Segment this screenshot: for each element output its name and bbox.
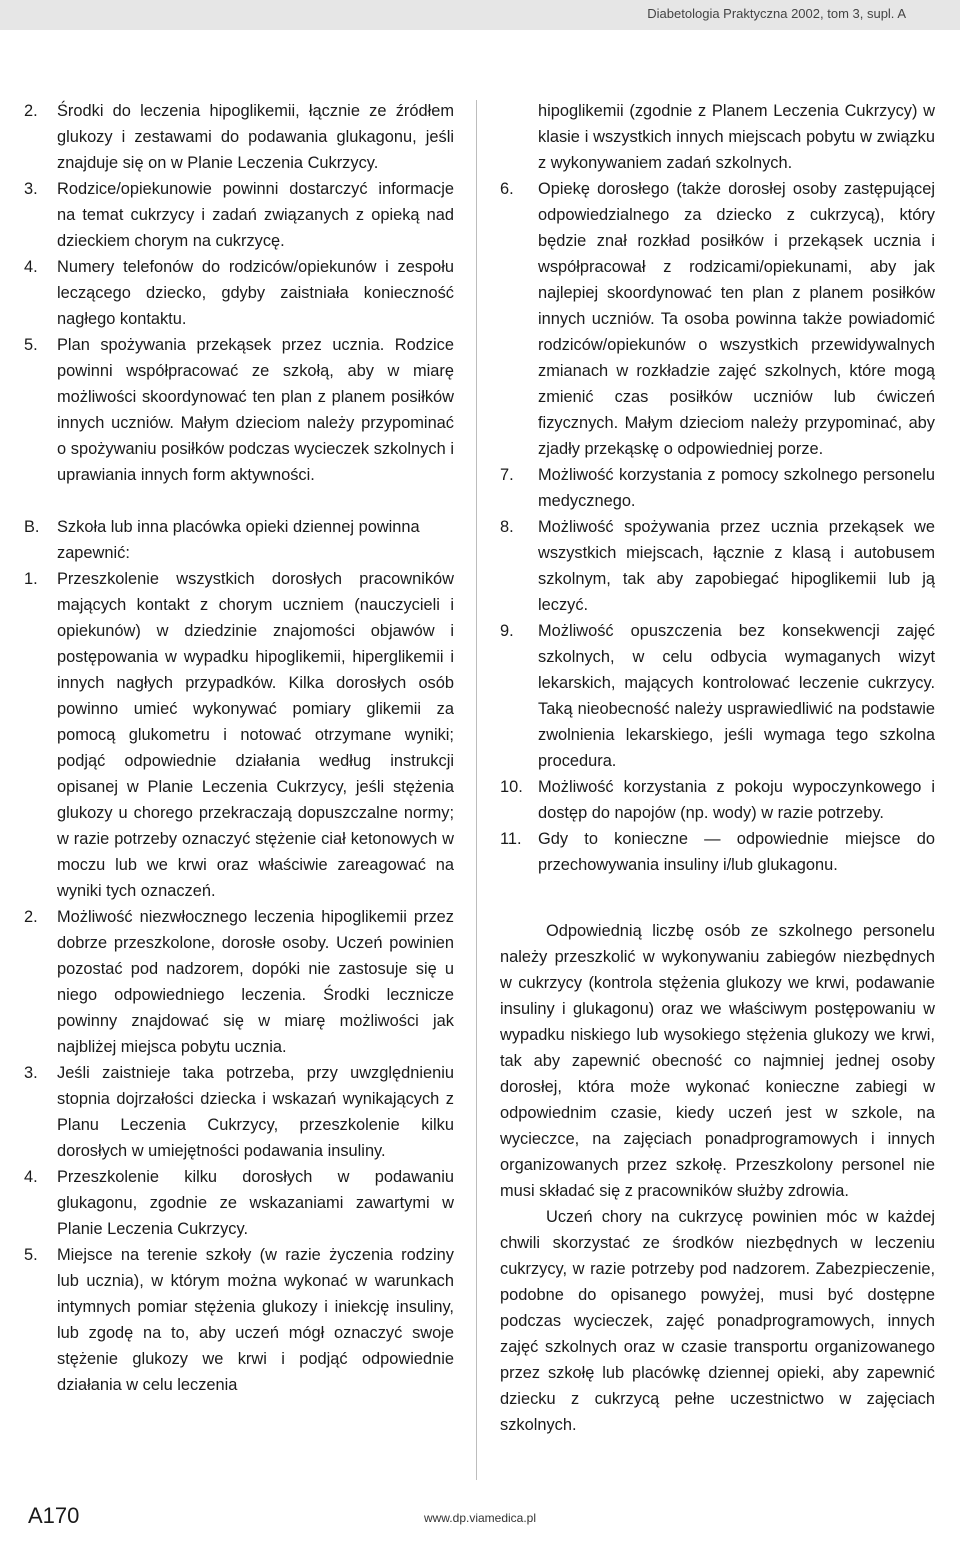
- list-item: 4. Przeszkolenie kilku dorosłych w podawaniu glukagonu, zgodnie ze wskazaniami zawartymi w Planie Leczenia Cukrzycy.: [24, 1168, 454, 1238]
- footer-url: www.dp.viamedica.pl: [423, 1511, 537, 1525]
- list-item: 7. Możliwość korzystania z pomocy szkolnego personelu medycznego.: [500, 466, 935, 510]
- list-item: 6. Opiekę dorosłego (także dorosłej osoby zastępującej odpowiedzialnego za dziecko z cukrzycą), który będzie znał rozkład posiłków i przekąsek ucznia i współpracował z rodzicami/opiekunami, aby jak najlepiej skoordynować ten plan z planem posiłków innych uczniów. Ta osoba powinna także powiadomić rodziców/opiekunów o wszystkich przewidywalnych zmianach w rozkładzie zajęć szkolnych, które mogą zmienić czas posiłków uczniów lub ćwiczeń fizycznych. Małym dzieciom należy przypominać, aby zjadły przekąskę o odpowiedniej porze.: [500, 180, 935, 458]
- list-item: 8. Możliwość spożywania przez ucznia przekąsek we wszystkich miejscach, łącznie z klasą i autobusem szkolnym, tak aby zapobiegać hipoglikemii lub ją leczyć.: [500, 518, 935, 614]
- list-item: 5. Miejsce na terenie szkoły (w razie życzenia rodziny lub ucznia), w którym można wykonać w warunkach intymnych pomiar stężenia glukozy i iniekcję insuliny, lub zgodę na to, aby uczeń mógł oznaczyć swoje stężenie glukozy we krwi i podjąć odpowiednie działania w celu leczenia: [24, 1246, 454, 1394]
- body-paragraph: Uczeń chory na cukrzycę powinien móc w każdej chwili skorzystać ze środków niezbędnych w leczeniu cukrzycy, w razie potrzeby pod nadzorem. Zabezpieczenie, podobne do opisanego powyżej, musi być dostępne podczas wycieczek, zajęć ponadprogramowych, innych zajęć szkolnych oraz w czasie transportu organizowanego przez szkołę lub placówkę dziennej opieki, aby zapewnić dziecku z cukrzycą pełne uczestnictwo w zajęciach szkolnych.: [500, 1208, 935, 1434]
- list-item: 11. Gdy to konieczne — odpowiednie miejsce do przechowywania insuliny i/lub glukagonu.: [500, 830, 935, 874]
- list-item: 2. Środki do leczenia hipoglikemii, łącznie ze źródłem glukozy i zestawami do podawania glukagonu, jeśli znajduje się on w Planie Leczenia Cukrzycy.: [24, 102, 454, 172]
- column-divider: [476, 100, 477, 1480]
- page-number: A170: [28, 1503, 80, 1528]
- list-item: 2. Możliwość niezwłocznego leczenia hipoglikemii przez dobrze przeszkolone, dorosłe osoby. Uczeń powinien pozostać pod nadzorem, dopóki nie zastosuje się u niego odpowiedniego leczenia. Środki lecznicze powinny znajdować się w miarę możliwości jak najbliżej miejsca pobytu ucznia.: [24, 908, 454, 1056]
- continued-paragraph: hipoglikemii (zgodnie z Planem Leczenia Cukrzycy) w klasie i wszystkich innych miejscach pobytu w związku z wykonywaniem zadań szkolnych.: [538, 102, 935, 172]
- body-paragraph: Odpowiednią liczbę osób ze szkolnego personelu należy przeszkolić w wykonywaniu zabiegów niezbędnych w cukrzycy (kontrola stężenia glukozy we krwi, podawanie insuliny i glukagonu) oraz we właściwym postępowaniu w wypadku niskiego lub wysokiego stężenia glukozy we krwi, tak aby zapewnić obecność co najmniej jednej osoby dorosłej, która może wykonać konieczne zabiegi w odpowiednim czasie, kiedy uczeń jest w szkole, na wycieczce, na zajęciach ponadprogramowych i innych organizowanych przez szkołę. Przeszkolony personel nie musi składać się z pracowników służby zdrowia.: [500, 922, 935, 1200]
- journal-title: Diabetologia Praktyczna 2002, tom 3, supl. A: [647, 6, 906, 21]
- right-column: [500, 98, 935, 1438]
- section-b-heading: B. Szkoła lub inna placówka opieki dziennej powinna zapewnić:: [24, 518, 420, 562]
- list-item: 4. Numery telefonów do rodziców/opiekunów i zespołu leczącego dziecko, gdyby zaistniała konieczność nagłego kontaktu.: [24, 258, 454, 328]
- list-item: 9. Możliwość opuszczenia bez konsekwencji zajęć szkolnych, w celu odbycia wymaganych wizyt lekarskich, mających kontrolować leczenie cukrzycy. Taką nieobecność należy usprawiedliwić na podstawie zwolnienia lekarskiego, jeśli wymaga tego szkolna procedura.: [500, 622, 935, 770]
- list-item: 5. Plan spożywania przekąsek przez ucznia. Rodzice powinni współpracować ze szkołą, aby w miarę możliwości skoordynować ten plan z planem posiłków innych uczniów. Małym dzieciom należy przypominać o spożywaniu posiłków podczas wycieczek szkolnych i uprawiania innych form aktywności.: [24, 336, 454, 484]
- list-item: 1. Przeszkolenie wszystkich dorosłych pracowników mających kontakt z chorym uczniem (nauczycieli i opiekunów) w dziedzinie znajomości objawów i postępowania w wypadku hipoglikemii, hiperglikemii i innych nagłych przypadków. Kilka dorosłych osób powinno umieć wykonywać pomiary glikemii za pomocą glukometru i notować otrzymane wyniki; podjąć odpowiednie działania według instrukcji opisanej w Planie Leczenia Cukrzycy, jeśli stężenia glukozy u chorego przekraczają dopuszczalne normy; w razie potrzeby oznaczyć stężenie ciał ketonowych w moczu lub we krwi oraz właściwie zareagować na wyniki tych oznaczeń.: [24, 570, 454, 900]
- list-item: 10. Możliwość korzystania z pokoju wypoczynkowego i dostęp do napojów (np. wody) w razie potrzeby.: [500, 778, 935, 822]
- list-item: 3. Rodzice/opiekunowie powinni dostarczyć informacje na temat cukrzycy i zadań związanych z opieką nad dzieckiem chorym na cukrzycę.: [24, 180, 454, 250]
- left-column: [24, 98, 454, 1398]
- list-item: 3. Jeśli zaistnieje taka potrzeba, przy uwzględnieniu stopnia dojrzałości dziecka i wskazań wynikających z Planu Leczenia Cukrzycy, przeszkolenie kilku dorosłych w umiejętności podawania insuliny.: [24, 1064, 454, 1160]
- journal-header-bar: [0, 0, 960, 30]
